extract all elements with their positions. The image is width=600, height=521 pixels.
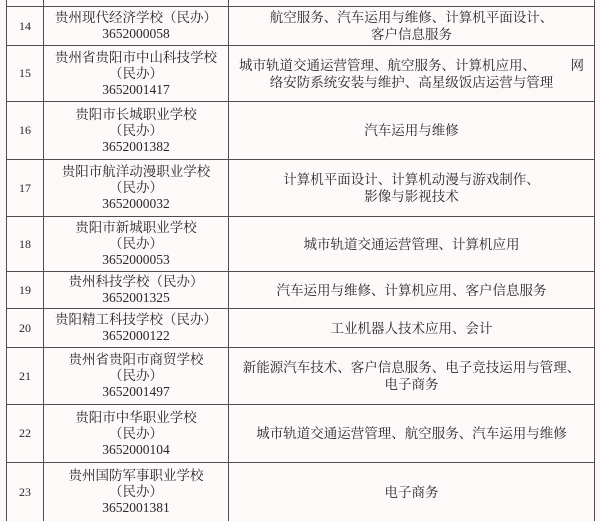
school-code: 3652001417 [102,81,170,97]
table-row [7,348,594,405]
row-number-cell [7,405,44,462]
table-row [7,463,594,521]
program-line: 航空服务、汽车运用与维修、计算机平面设计、 [269,10,554,25]
school-code: 3652000053 [102,252,170,267]
school-code: 3652000122 [102,328,170,343]
program-line: 电子商务 [384,484,439,500]
row-number: 17 [19,180,31,195]
school-name-line: （民办） [109,236,163,251]
school-cell [44,463,229,521]
school-name-line: 贵州省贵阳市中山科技学校 [55,49,217,65]
row-number: 14 [19,18,31,33]
program-line: 工业机器人技术应用、会计 [330,320,493,336]
table-row [7,102,594,160]
program-line: 城市轨道交通运营管理、航空服务、汽车运用与维修 [256,426,567,441]
school-name-line: （民办） [109,122,163,138]
programs-cell [229,272,594,308]
school-code: 3652001325 [102,290,170,305]
school-name-line: （民办） [109,425,163,441]
school-cell [44,217,229,271]
row-number-cell [7,272,44,308]
school-code: 3652000104 [102,441,170,457]
school-name-line: （民办） [109,65,163,81]
programs-cell [229,217,594,271]
program-line: 城市轨道交通运营管理、计算机应用 [303,236,520,252]
row-number: 21 [19,368,31,383]
school-code: 3652001497 [102,384,170,399]
school-name-line: 贵阳市长城职业学校 [75,106,197,122]
school-cell [44,0,229,6]
row-number: 15 [19,66,31,80]
row-number: 19 [19,282,31,297]
table-row [7,160,594,217]
school-name-line: 贵阳市中华职业学校 [75,409,197,425]
row-number-cell [7,217,44,271]
program-line: 影像与影视技术 [364,189,459,204]
row-number: 23 [19,484,31,499]
school-name-line: 贵州省贵阳市商贸学校 [68,352,204,367]
school-name-line: 贵州现代经济学校（民办） [55,10,217,25]
row-number-cell [7,309,44,347]
table-row [7,309,594,348]
row-number: 16 [19,123,31,137]
school-code: 3652001382 [102,138,170,154]
program-line: 计算机平面设计、计算机动漫与游戏制作、 [283,172,540,187]
school-name-line: 贵阳市航洋动漫职业学校 [61,164,211,179]
programs-cell [229,309,594,347]
program-line: 电子商务 [384,377,439,392]
row-number-cell [7,160,44,216]
school-cell [44,7,229,45]
table-row [7,46,594,102]
school-cell [44,46,229,101]
school-name-line: （民办） [109,368,163,383]
table-row [7,405,594,463]
row-number-cell [7,102,44,159]
programs-cell [229,0,594,6]
school-code: 3652000058 [102,26,170,41]
program-line-start: 城市轨道交通运营管理、航空服务、计算机应用、 [239,57,536,73]
program-line: 客户信息服务 [371,27,452,42]
row-number: 22 [19,426,31,440]
school-cell [44,272,229,308]
program-wrap-char: 网 [570,57,584,73]
table-row [7,272,594,309]
row-number-cell [7,348,44,404]
school-cell [44,348,229,404]
table-row [7,217,594,272]
school-name-line: 贵阳精工科技学校（民办） [55,312,217,327]
programs-cell [229,160,594,216]
programs-cell [229,46,594,101]
programs-cell [229,405,594,462]
program-line: 络安防系统安装与维护、高星级饭店运营与管理 [269,74,554,90]
program-line [237,57,586,74]
table-row-partial [7,0,594,7]
school-cell [44,309,229,347]
school-code: 3652000032 [102,196,170,211]
row-number-cell [7,0,44,6]
programs-cell [229,348,594,404]
program-line: 汽车运用与维修 [364,123,459,138]
school-name-line: （民办） [109,484,163,499]
school-name-line: （民办） [109,180,163,195]
row-number-cell [7,463,44,521]
table-row [7,7,594,46]
row-number-cell [7,46,44,101]
row-number-cell [7,7,44,45]
school-cell [44,102,229,159]
row-number: 20 [19,320,31,335]
school-name-line: 贵阳市新城职业学校 [75,220,197,235]
program-line: 汽车运用与维修、计算机应用、客户信息服务 [276,282,547,298]
school-table [6,0,595,521]
school-cell [44,160,229,216]
program-line: 新能源汽车技术、客户信息服务、电子竞技运用与管理、 [242,360,581,375]
school-code: 3652001381 [102,500,170,515]
programs-cell [229,463,594,521]
programs-cell [229,102,594,159]
school-name-line: 贵州科技学校（民办） [68,274,204,289]
school-cell [44,405,229,462]
programs-cell [229,7,594,45]
school-name-line: 贵州国防军事职业学校 [68,468,204,483]
row-number: 18 [19,236,31,251]
